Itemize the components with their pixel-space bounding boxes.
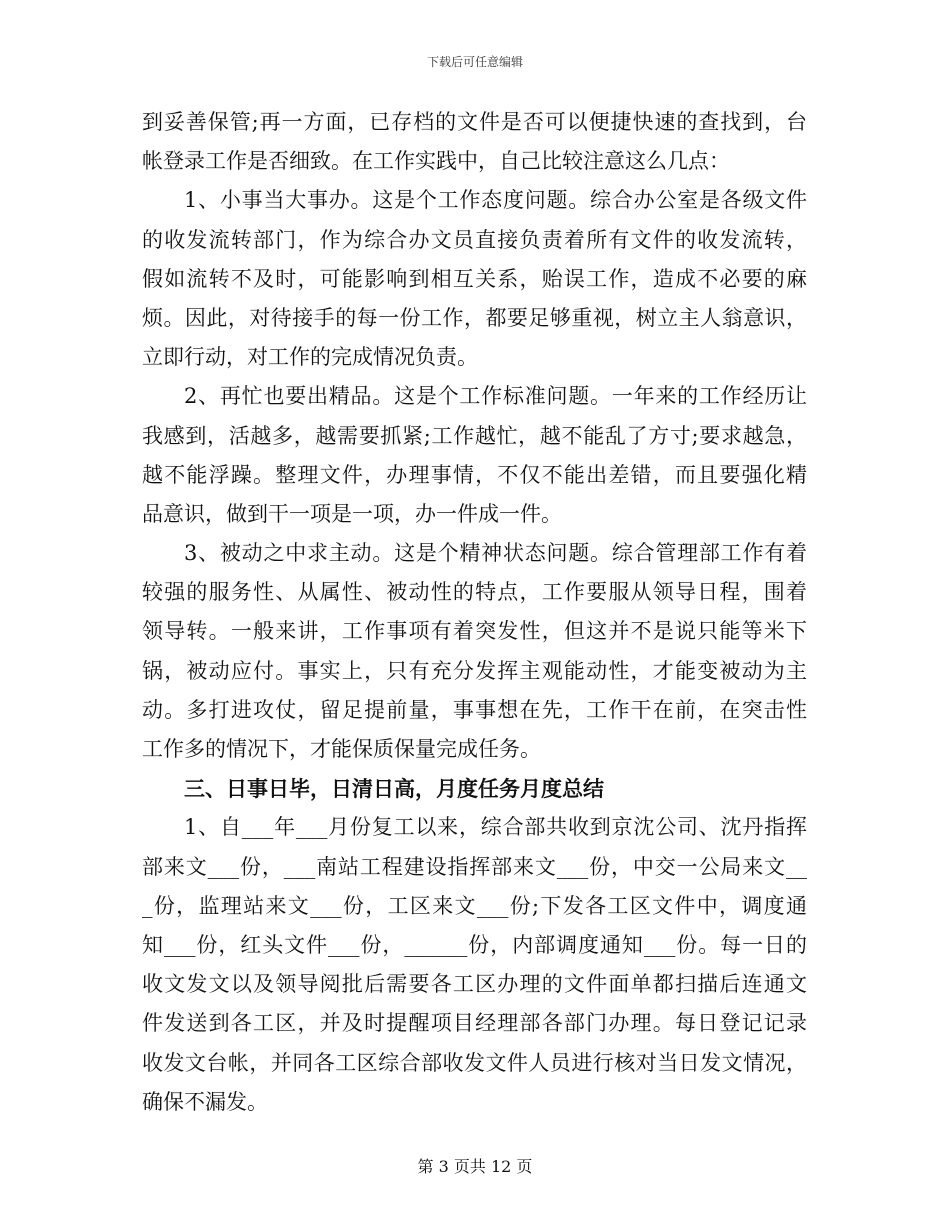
text-line: 假如流转不及时，可能影响到相互关系，贻误工作，造成不必要的麻 [142, 266, 807, 291]
text-line: 件发送到各工区，并及时提醒项目经理部各部门办理。每日登记记录 [142, 1011, 807, 1036]
text-line: 品意识，做到干一项是一项，办一件成一件。 [142, 501, 562, 526]
text-line: 收发文台帐，并同各工区综合部收发文件人员进行核对当日发文情况， [142, 1050, 807, 1075]
text-line: _份，监理站来文___份，工区来文___份;下发各工区文件中，调度通 [142, 893, 807, 918]
text-line: 我感到，活越多，越需要抓紧;工作越忙，越不能乱了方寸;要求越急， [142, 423, 807, 448]
text-line: 1、小事当大事办。这是个工作态度问题。综合办公室是各级文件 [184, 188, 807, 213]
text-line: 锅，被动应付。事实上，只有充分发挥主观能动性，才能变被动为主 [142, 658, 807, 683]
page-header: 下载后可任意编辑 [426, 55, 523, 69]
text-line: 动。多打进攻仗，留足提前量，事事想在先，工作干在前，在突击性 [142, 697, 807, 722]
text-line: 帐登录工作是否细致。在工作实践中，自己比较注意这么几点： [142, 149, 730, 174]
text-line: 工作多的情况下，才能保质保量完成任务。 [142, 737, 541, 761]
text-line: 较强的服务性、从属性、被动性的特点，工作要服从领导日程，围着 [142, 580, 807, 605]
text-line: 知___份，红头文件___份，______份，内部调度通知___份。每一日的 [142, 932, 807, 957]
text-line: 部来文___份，___南站工程建设指挥部来文___份，中交一公局来文__ [142, 854, 807, 879]
text-line: 1、自___年___月份复工以来，综合部共收到京沈公司、沈丹指挥 [184, 815, 807, 840]
text-line: 收文发文以及领导阅批后需要各工区办理的文件面单都扫描后连通文 [142, 972, 807, 997]
text-line: 立即行动，对工作的完成情况负责。 [142, 345, 478, 370]
text-line: 到妥善保管;再一方面，已存档的文件是否可以便捷快速的查找到，台 [142, 110, 807, 134]
section-heading: 三、日事日毕，日清日高，月度任务月度总结 [184, 776, 604, 802]
text-line: 的收发流转部门，作为综合办文员直接负责着所有文件的收发流转， [142, 227, 807, 252]
text-line: 确保不漏发。 [142, 1089, 268, 1114]
text-line: 3、被动之中求主动。这是个精神状态问题。综合管理部工作有着 [184, 541, 807, 566]
text-line: 烦。因此，对待接手的每一份工作，都要足够重视，树立主人翁意识， [142, 305, 807, 330]
text-line: 越不能浮躁。整理文件，办理事情，不仅不能出差错，而且要强化精 [142, 462, 807, 487]
page-footer: 第 3 页共 12 页 [417, 1157, 533, 1176]
document-body [142, 103, 807, 1122]
text-line: 2、再忙也要出精品。这是个工作标准问题。一年来的工作经历让 [184, 384, 807, 409]
text-line: 领导转。一般来讲，工作事项有着突发性，但这并不是说只能等米下 [142, 619, 807, 644]
